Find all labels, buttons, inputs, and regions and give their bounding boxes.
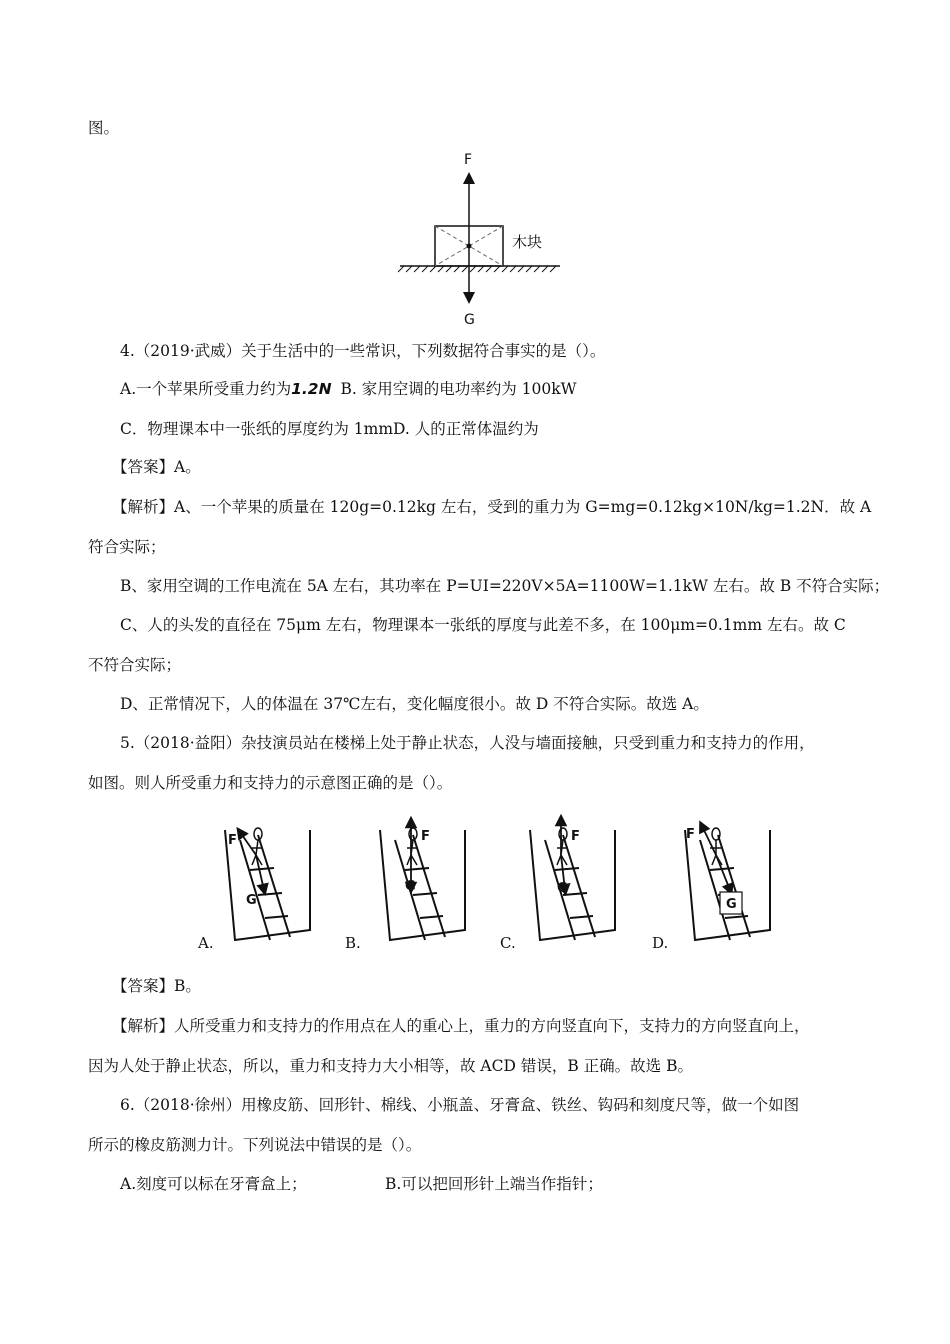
ladder-figures [190,810,950,960]
figure-d-label-g: G [726,897,737,912]
q4-explanation-3: C、人的头发的直径在 75μm 左右，物理课本一张纸的厚度与此差不多，在 100μm=0.1mm 左右。故 C [120,616,846,634]
q5-figure-option-a: A. [198,934,214,952]
block-force-diagram [390,148,570,328]
figure-c-label-g: G [557,881,568,896]
figure-a-label-g: G [246,893,257,908]
q5-stem-1: 5.（2018·益阳）杂技演员站在楼梯上处于静止状态，人没与墙面接触，只受到重力和支持力的作用， [120,734,815,752]
ladder-figure-d [685,826,770,940]
q6-option-a: A.刻度可以标在牙膏盒上； [120,1175,307,1193]
q4-explanation-1: 【解析】A、一个苹果的质量在 120g=0.12kg 左右，受到的重力为 G=mg=0.12kg×10N/kg=1.2N．故 A [112,498,872,516]
figure-a-label-f: F [228,833,237,848]
q4-answer: 【答案】A。 [112,458,201,476]
q4-options-ab [120,378,577,400]
q4-explanation-3b: 不符合实际； [88,656,182,674]
q4-options-cd: C．物理课本中一张纸的厚度约为 1mmD. 人的正常体温约为 [120,420,539,438]
ladder-figure-b [380,822,465,940]
q5-answer: 【答案】B。 [112,977,201,995]
figure-b-label-g: G [405,879,416,894]
ladder-figure-a [225,828,310,940]
q4-explanation-2: B、家用空调的工作电流在 5A 左右，其功率在 P=UI=220V×5A=1100W=1.1kW 左右。故 B 不符合实际； [120,577,890,595]
q4-explanation-1b: 符合实际； [88,538,166,556]
q5-explanation-1: 【解析】人所受重力和支持力的作用点在人的重心上，重力的方向竖直向下，支持力的方向竖直向上， [112,1017,810,1035]
q4-option-a-value: 1.2N [291,380,332,398]
q4-explanation-4: D、正常情况下，人的体温在 37℃左右，变化幅度很小。故 D 不符合实际。故选 A。 [120,695,709,713]
q6-stem-1: 6.（2018·徐州）用橡皮筋、回形针、棉线、小瓶盖、牙膏盒、铁丝、钩码和刻度尺等，做一个如图 [120,1096,800,1114]
label-g: G [464,312,475,328]
label-f: F [464,152,473,168]
q5-explanation-2: 因为人处于静止状态，所以，重力和支持力大小相等，故 ACD 错误，B 正确。故选 B。 [88,1057,693,1075]
figure-c-label-f: F [571,829,580,844]
q6-option-b: B.可以把回形针上端当作指针； [385,1175,603,1193]
q4-stem: 4.（2019·武威）关于生活中的一些常识，下列数据符合事实的是（）。 [120,342,606,360]
figure-b-label-f: F [421,829,430,844]
label-block: 木块 [512,233,543,251]
q5-figure-option-d: D. [652,934,669,952]
q5-figure-option-b: B. [345,934,361,952]
q4-option-b: B. 家用空调的电功率约为 100kW [340,380,577,398]
text-line: 图。 [88,119,120,137]
q4-option-a: A.一个苹果所受重力约为 [120,380,292,398]
q5-stem-2: 如图。则人所受重力和支持力的示意图正确的是（）。 [88,774,453,792]
figure-d-label-f: F [686,827,695,842]
ladder-figure-c [530,820,615,940]
q6-stem-2: 所示的橡皮筋测力计。下列说法中错误的是（）。 [88,1136,422,1154]
q5-figure-option-c: C. [500,934,516,952]
